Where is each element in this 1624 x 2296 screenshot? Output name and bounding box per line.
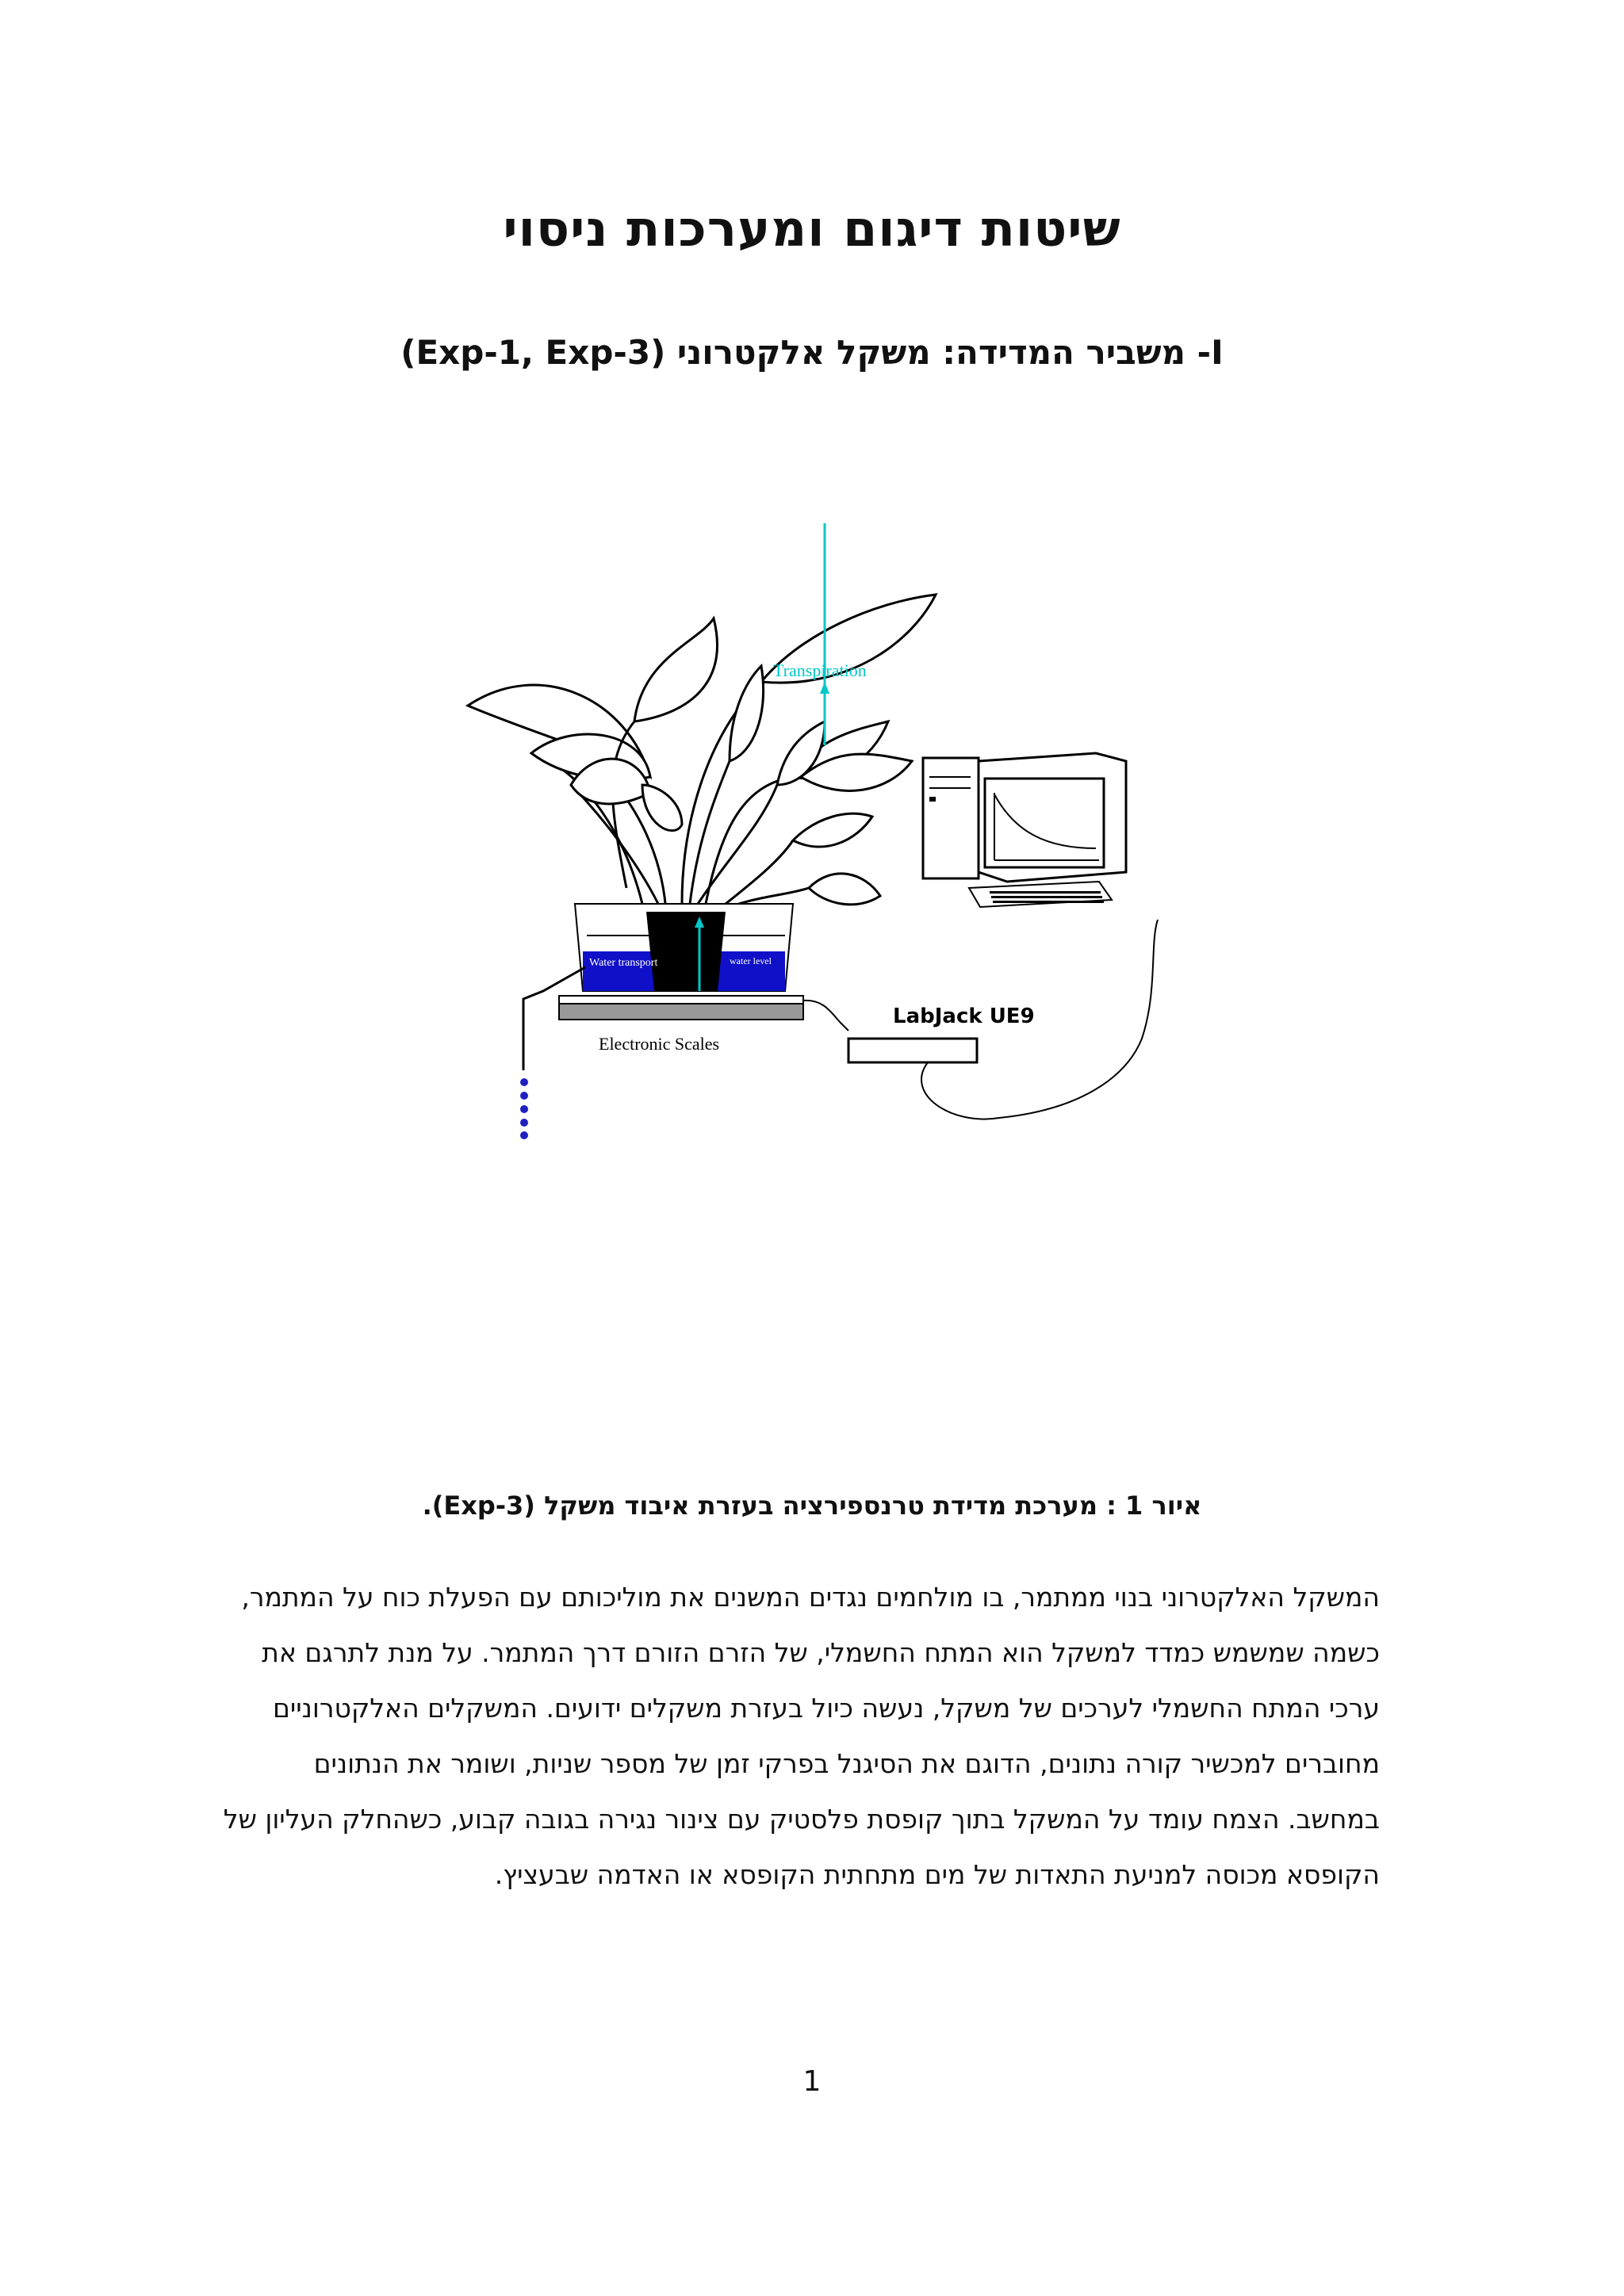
transpiration-setup-figure	[444, 523, 1205, 1158]
body-line: מחוברים למכשיר קורה נתונים, הדוגם את הסיגנל בפרקי זמן של מספר שניות, ושומר את הנתונים	[313, 1748, 1380, 1779]
electronic-scales	[559, 996, 803, 1020]
body-line: הקופסא מכוסה למניעת התאדות של מים מתחתית הקופסא או האדמה שבעציץ.	[494, 1859, 1380, 1890]
body-line: כשמה שמשמש כמדד למשקל הוא המתח החשמלי, של הזרם הזורם דרך המתמר. על מנת לתרגם את	[262, 1637, 1380, 1668]
water-drops	[520, 1078, 528, 1139]
water-level-label: water level	[730, 955, 772, 966]
body-line: ערכי המתח החשמלי לערכים של משקל, נעשה כיול בעזרת משקלים ידועים. המשקלים האלקטרוניים	[272, 1693, 1380, 1724]
labjack-label: LabJack UE9	[893, 1004, 1035, 1028]
body-line: המשקל האלקטרוני בנוי ממתמר, בו מולחמים נגדים המשנים את מוליכותם עם הפעלת כוח על המתמר,	[241, 1582, 1380, 1613]
figure-caption: איור 1 : מערכת מדידת טרנספירציה בעזרת איבוד משקל (Exp-3).	[422, 1490, 1202, 1521]
electronic-scales-label: Electronic Scales	[599, 1034, 720, 1054]
computer	[923, 753, 1126, 907]
body-paragraph	[223, 1570, 1380, 1903]
body-line: במחשב. הצמח עומד על המשקל בתוך קופסת פלסטיק עם צינור נגירה בגובה קבוע, כשהחלק העליון של	[223, 1804, 1380, 1835]
section-subtitle: I- משביר המדידה: משקל אלקטרוני (Exp-1, Exp-3)	[400, 333, 1224, 372]
plant-illustration	[468, 595, 936, 920]
page-title: שיטות דיגום ומערכות ניסוי	[503, 200, 1121, 258]
water-transport-label: Water transport	[589, 957, 658, 969]
labjack-device	[848, 1039, 977, 1062]
transpiration-label: Transpiration	[773, 660, 867, 680]
plant-pot	[646, 912, 726, 991]
page-number: 1	[802, 2065, 822, 2098]
